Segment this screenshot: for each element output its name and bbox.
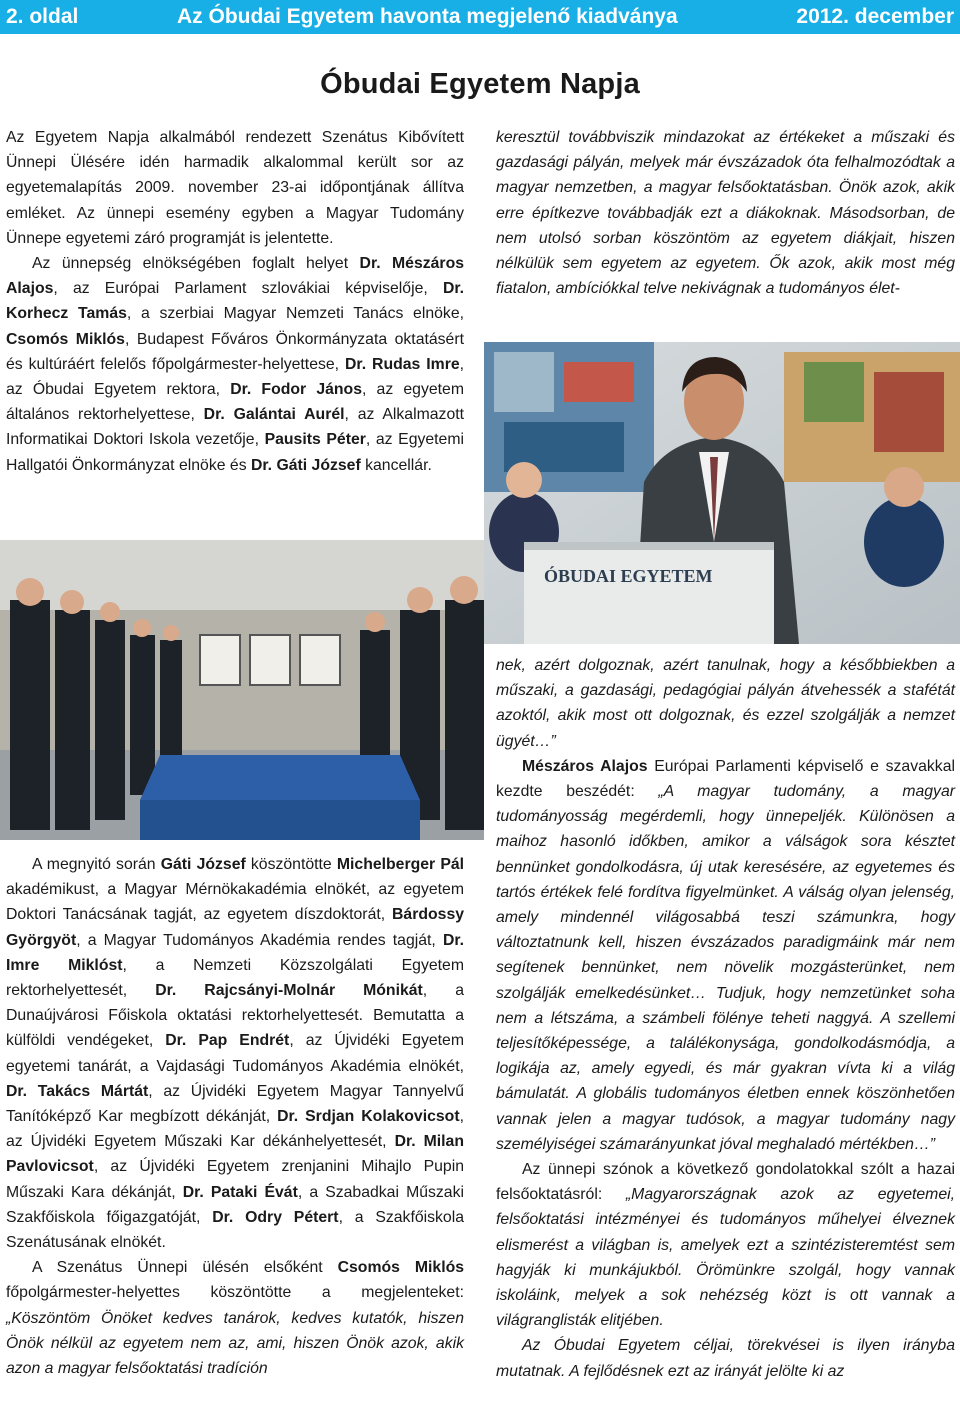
hall-photo xyxy=(0,540,484,840)
article-left-bottom xyxy=(6,852,464,1381)
issue-date: 2012. december xyxy=(796,5,954,28)
intro-paragraph: Az Egyetem Napja alkalmából rendezett Szenátus Kibővített Ünnepi Ülésére idén harmadik alkalommal került sor az egyetemalapítás 2009. november 23-ai időpontjának állítva emléket. Az ünnepi esemény egyben a Magyar Tudomány Ünnepe egyetemi záró programját is jelentette. xyxy=(6,129,464,247)
quote-end: nek, azért dolgoznak, azért tanulnak, hogy a későbbiekben a műszaki, a gazdasági, pedagógiai pályán átvehessék a stafétát azoktól, akik most ott dolgoznak, és ezzel szolgálják a nemzet ügyét…” xyxy=(496,657,955,750)
opening-paragraph: A megnyitó során Gáti József köszöntötte Michelberger Pál akadémikust, a Magyar Mérnökakadémia elnökét, az egyetem Doktori Tanácsának tagját, az egyetem díszdoktorát, Bárdossy Györgyöt, a Magyar Tudományos Akadémia rendes tagját, Dr. Imre Miklóst, a Nemzeti Közszolgálati Egyetem rektorhelyettesét, Dr. Rajcsányi-Molnár Mónikát, a Dunaújvárosi Főiskola oktatási rektorhelyettesét. Bemutatta a külföldi vendégeket, Dr. Pap Endrét, az Újvidéki Egyetem egyetemi tanárát, a Vajdasági Tudományos Akadémia elnökét, Dr. Takács Mártát, az Újvidéki Egyetem Magyar Tannyelvű Tanítóképző Kar megbízott dékánját, Dr. Srdjan Kolakovicsot, az Újvidéki Egyetem Műszaki Kar dékánhelyettesét, Dr. Milan Pavlovicsot, az Újvidéki Egyetem zrenjanini Mihajlo Pupin Műszaki Kara dékánját, Dr. Pataki Évát, a Szabadkai Műszaki Szakfőiskola főigazgatóját, Dr. Odry Pétert, a Szakfőiskola Szenátusának elnökét. xyxy=(6,856,465,1252)
senate-paragraph: A Szenátus Ünnepi ülésén elsőként Csomós Miklós főpolgármester-helyettes köszöntötte a megjelenteket: „Köszöntöm Önöket kedves tanárok, kedves kutatók, hiszen Önök nélkül az egyetem nem az, ami, hiszen Önök azok, akik azon a magyar felsőoktatási tradíción xyxy=(6,1259,465,1378)
page-number: 2. oldal xyxy=(6,5,79,28)
closing-paragraph: Az Óbudai Egyetem céljai, törekvései is ilyen irányba mutatnak. A fejlődésnek ezt az irányát jelölte ki az xyxy=(496,1337,955,1380)
article-left-top xyxy=(6,125,464,478)
article-right-top xyxy=(496,125,955,301)
presidium-paragraph: Az ünnepség elnökségében foglalt helyet Dr. Mészáros Alajos, az Európai Parlament szlovákiai képviselője, Dr. Korhecz Tamás, a szerbiai Magyar Nemzeti Tanács elnöke, Csomós Miklós, Budapest Főváros Önkormányzata oktatásért és kultúráért felelős főpolgármester-helyettese, Dr. Rudas Imre, az Óbudai Egyetem rektora, Dr. Fodor János, az egyetem általános rektorhelyettese, Dr. Galántai Aurél, az Alkalmazott Informatikai Doktori Iskola vezetője, Pausits Péter, az Egyetemi Hallgatói Önkormányzat elnöke és Dr. Gáti József kancellár. xyxy=(6,255,465,474)
page-title: Óbudai Egyetem Napja xyxy=(320,68,640,100)
speaker-photo xyxy=(484,342,960,644)
quote-continued: keresztül továbbviszik mindazokat az értékeket a műszaki és gazdasági pályán, melyek már évszázadok óta felhalmozódtak a magyar nemzetben, a magyar felsőoktatásban. Önök azok, akik erre építkezve továbbadják ezt a diákoknak. Másodsorban, de nem utolsó sorban köszöntöm az egyetem diákjait, hiszen nélkülük sem egyetem az egyetem. Ők azok, akik most még fiatalon, ambíciókkal telve nekivágnak a tudományos élet- xyxy=(496,129,955,298)
article-right-bottom xyxy=(496,653,955,1384)
higher-ed-paragraph: Az ünnepi szónok a következő gondolatokkal szólt a hazai felsőoktatásról: „Magyarországnak azok az egyetemei, felsőoktatási intézményei és tudományos műhelyei élveznek elismerést a világban is, amelyek ezt a szintézisteremtést sem hagyják ki munkájukból. Örömünkre szolgál, hogy vannak iskoláink, melyek a sok nehézség közt is ott vannak a világranglisták elitjében. xyxy=(496,1161,955,1330)
podium-banner-text: ÓBUDAI EGYETEM xyxy=(544,566,713,586)
header-bar xyxy=(0,0,960,34)
publication-name: Az Óbudai Egyetem havonta megjelenő kiadványa xyxy=(177,5,678,28)
meszaros-paragraph: Mészáros Alajos Európai Parlamenti képviselő e szavakkal kezdte beszédét: „A magyar tudomány, a magyar tudományosság megérdemli, hogy ünnepeljék. Különösen a maihoz hasonló időkben, amikor a válságok sora késztet bennünket gondolkodásra, új utak keresésére, az egyetemes és tartós értékek felé fordítva figyelmünket. A válság olyan jelenség, amely mindennél világosabbá teszi számunkra, hogy változtatnunk kell, hiszen évszázados paradigmáink már nem segítenek bennünket, nem növelik mozgásterünket, nem szolgálják emelkedésünket… Tudjuk, hogy nemzetünket soha nem a létszáma, a számbeli fölénye teheti naggyá. A szellemi teljesítőképessége, a találékonysága, gondolkodásmódja, a logikája az, amely egyedi, és már gyakran vívta ki a világ bámulatát. A globális tudományos életben ennek köszönhetően vannak jelen a magyar tudósok, a magyar tudomány nagy személyiségei számarányunkat jóval meghaladó mértékben…” xyxy=(496,757,955,1153)
